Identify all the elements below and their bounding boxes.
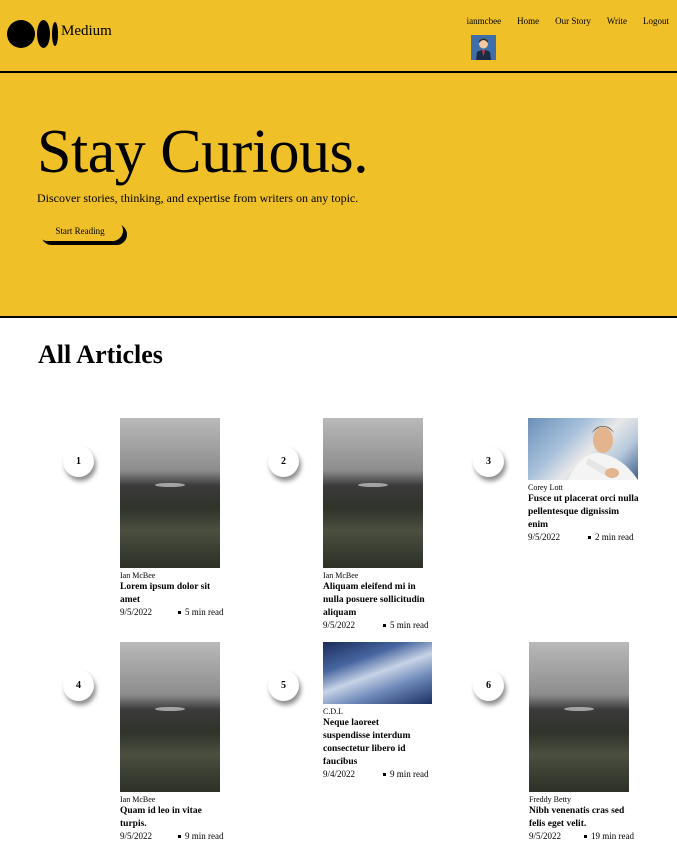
article-read-time: 9 min read (390, 769, 429, 779)
article-read-time: 9 min read (185, 831, 224, 841)
image-detail (155, 483, 185, 488)
article-read-time: 2 min read (595, 532, 634, 542)
article-author[interactable]: Corey Lott (528, 483, 563, 492)
brand-name[interactable]: Medium (61, 23, 112, 39)
article-image[interactable] (120, 418, 220, 568)
top-header (0, 0, 677, 73)
article-image[interactable] (528, 418, 638, 480)
article-title[interactable]: Fusce ut placerat orci nulla pellentesque dignissim enim (528, 494, 639, 530)
rank-badge: 4 (63, 670, 94, 701)
rank-badge: 3 (473, 446, 504, 477)
dot-separator-icon (584, 835, 587, 838)
article-author[interactable]: Ian McBee (120, 795, 156, 804)
nav-username[interactable]: ianmcbee (466, 16, 502, 26)
nav-write[interactable]: Write (606, 16, 627, 26)
article-meta (120, 607, 224, 617)
article-date: 9/5/2022 (120, 831, 153, 841)
article-author[interactable]: C.D.L (323, 707, 343, 716)
article-image[interactable] (323, 642, 432, 704)
article-image[interactable] (120, 642, 220, 792)
article-author[interactable]: Ian McBee (120, 571, 156, 580)
article-title[interactable]: Quam id leo in vitae turpis. (120, 806, 202, 829)
logo-circle-small (52, 22, 58, 46)
image-detail (358, 483, 388, 488)
article-title[interactable]: Aliquam eleifend mi in nulla posuere sollicitudin aliquam (323, 582, 425, 618)
article-date: 9/5/2022 (528, 532, 561, 542)
rank-badge: 1 (63, 446, 94, 477)
image-detail (564, 707, 594, 712)
rank-badge: 5 (268, 670, 299, 701)
medium-logo-icon[interactable] (7, 20, 53, 48)
article-image[interactable] (529, 642, 629, 792)
article-author[interactable]: Freddy Betty (529, 795, 571, 804)
nav-our-story[interactable]: Our Story (555, 16, 591, 26)
article-read-time: 19 min read (591, 831, 634, 841)
article-title[interactable]: Neque laoreet suspendisse interdum consectetur libero id faucibus (323, 718, 411, 767)
hero-section (0, 73, 677, 318)
nav-logout[interactable]: Logout (643, 16, 669, 26)
article-date: 9/5/2022 (323, 620, 356, 630)
dot-separator-icon (588, 536, 591, 539)
article-date: 9/5/2022 (529, 831, 562, 841)
article-title[interactable]: Nibh venenatis cras sed felis eget velit. (529, 806, 625, 829)
rank-badge: 2 (268, 446, 299, 477)
hero-title: Stay Curious. (37, 118, 369, 186)
rank-badge: 6 (473, 670, 504, 701)
image-detail (155, 707, 185, 712)
article-read-time: 5 min read (390, 620, 429, 630)
article-read-time: 5 min read (185, 607, 224, 617)
article-title[interactable]: Lorem ipsum dolor sit amet (120, 582, 211, 605)
article-author[interactable]: Ian McBee (323, 571, 359, 580)
dot-separator-icon (383, 624, 386, 627)
article-date: 9/4/2022 (323, 769, 356, 779)
start-reading-button[interactable]: Start Reading (37, 220, 123, 241)
article-meta (528, 532, 634, 542)
article-date: 9/5/2022 (120, 607, 153, 617)
nav-home[interactable]: Home (517, 16, 540, 26)
dot-separator-icon (383, 773, 386, 776)
logo-circle-large (7, 20, 35, 48)
article-meta (120, 831, 224, 841)
article-meta (323, 620, 429, 630)
article-image[interactable] (323, 418, 423, 568)
article-meta (323, 769, 429, 779)
dot-separator-icon (178, 611, 181, 614)
nav-menu (467, 16, 669, 26)
dot-separator-icon (178, 835, 181, 838)
logo-circle-medium (37, 20, 50, 48)
hero-subtitle: Discover stories, thinking, and expertise from writers on any topic. (37, 191, 359, 205)
avatar[interactable] (471, 35, 496, 60)
articles-heading: All Articles (38, 340, 163, 369)
article-meta (529, 831, 634, 841)
